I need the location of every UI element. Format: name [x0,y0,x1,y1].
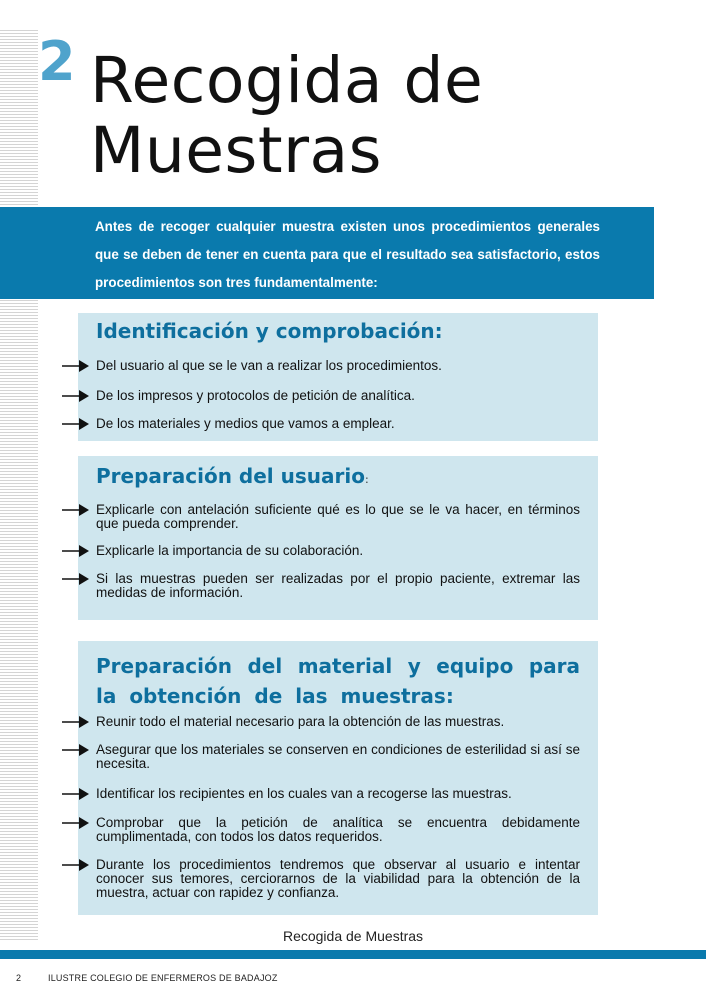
arrow-right-icon [62,572,92,586]
chapter-number: 2 [38,30,76,93]
list-item-text: Identificar los recipientes en los cuales van a recogerse las muestras. [96,786,512,801]
list-item-text: Si las muestras pueden ser realizadas por el propio paciente, extremar las medidas de información. [96,571,580,600]
section-identificacion [78,313,598,441]
list-item [78,503,598,531]
arrow-right-icon [62,359,92,373]
page-number: 2 [16,973,22,983]
list-item [78,743,598,771]
arrow-right-icon [62,787,92,801]
list-item [78,389,433,403]
page-title [90,46,650,186]
list-item-text: Reunir todo el material necesario para la obtención de las muestras. [96,714,505,729]
footer-running-title: Recogida de Muestras [282,928,424,944]
section-heading [78,651,598,711]
section-heading-text: Identificación y comprobación: [96,319,443,343]
list-item [78,572,598,600]
list-item [78,816,598,844]
arrow-right-icon [62,816,92,830]
intro-text: Antes de recoger cualquier muestra existen unos procedimientos generales que se deben de tener en cuenta para que el resultado sea satisfactorio, estos procedimientos son tres fundamentalmente: [95,219,600,290]
section-heading-text: Preparación del usuario [96,464,365,488]
arrow-right-icon [62,544,92,558]
arrow-right-icon [62,743,92,757]
arrow-right-icon [62,715,92,729]
decorative-stripe [0,30,38,940]
list-item [78,787,598,801]
list-item-text: Comprobar que la petición de analítica se encuentra debidamente cumplimentada, con todos los datos requeridos. [96,815,580,844]
section-heading-text: Preparación del material y equipo para la obtención de las muestras: [96,654,580,708]
list-item-text: De los impresos y protocolos de petición de analítica. [96,388,415,403]
list-item [78,417,413,431]
section-heading [78,464,387,488]
section-preparacion-material [78,641,598,915]
list-item-text: Explicarle la importancia de su colaboración. [96,543,364,558]
intro-banner [0,207,654,299]
arrow-right-icon [62,858,92,872]
list-item-text: Explicarle con antelación suficiente qué es lo que se le va hacer, en términos que pueda comprender. [96,502,580,531]
list-item-text: Durante los procedimientos tendremos que observar al usuario e intentar conocer sus temores, cerciorarnos de la viabilidad para la obtención de la muestra, actuar con rapidez y confianza. [96,857,580,900]
section-heading-suffix: : [364,473,369,486]
list-item-text: Del usuario al que se le van a realizar los procedimientos. [96,358,442,373]
page-title-text: Recogida de Muestras [90,44,484,187]
section-preparacion-usuario [78,456,598,620]
list-item [78,715,598,729]
list-item-text: De los materiales y medios que vamos a emplear. [96,416,395,431]
list-item [78,544,598,558]
arrow-right-icon [62,389,92,403]
section-heading [78,319,461,343]
list-item-text: Asegurar que los materiales se conserven en condiciones de esterilidad si así se necesita. [96,742,580,771]
arrow-right-icon [62,417,92,431]
footer-bar [0,950,706,959]
list-item [78,858,598,900]
footer-organization: ILUSTRE COLEGIO DE ENFERMEROS DE BADAJOZ [48,973,278,983]
list-item [78,359,460,373]
arrow-right-icon [62,503,92,517]
